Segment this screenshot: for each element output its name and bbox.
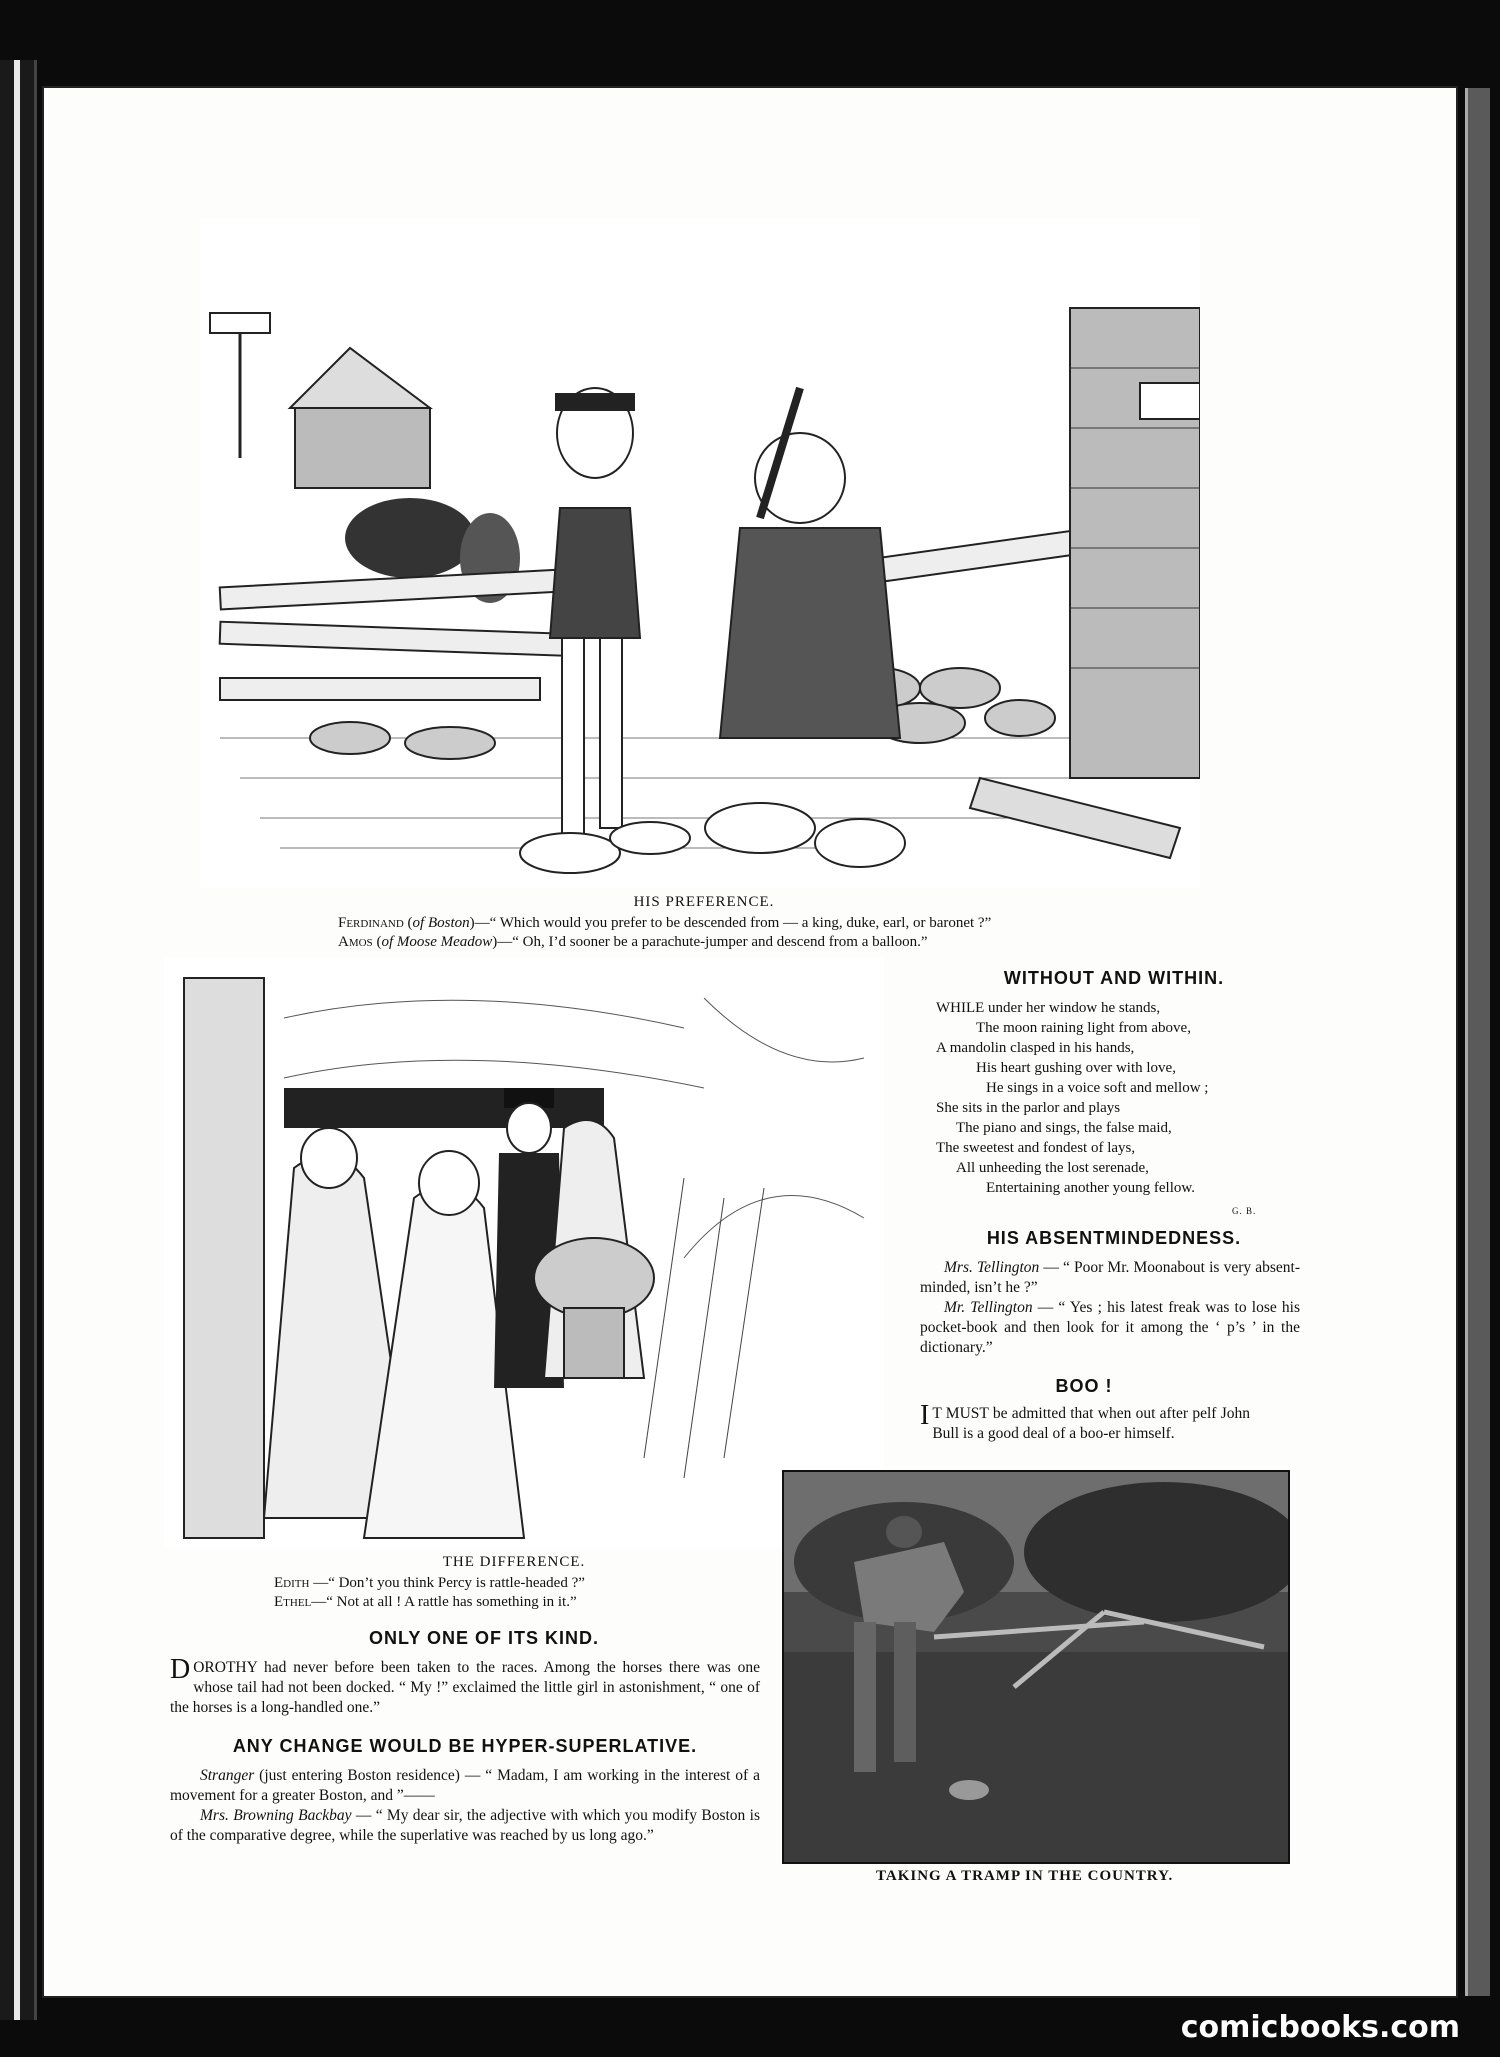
hyper-superlative-title: ANY CHANGE WOULD BE HYPER-SUPERLATIVE.: [232, 1736, 698, 1756]
difference-line-2-text: —“ Not at all ! A rattle has something in it.”: [311, 1594, 577, 1610]
speaker-edith: Edith: [274, 1575, 310, 1591]
origin-moose-meadow: of Moose Meadow: [381, 934, 493, 950]
poem-line: His heart gushing over with love,: [976, 1060, 1176, 1076]
boo-text: [920, 1400, 1250, 1444]
origin-boston: of Boston: [412, 915, 470, 931]
absentmindedness-text: [920, 1258, 1300, 1358]
hyper-superlative-text: [170, 1766, 760, 1846]
speaker-ferdinand: Ferdinand: [338, 915, 404, 931]
poem-line: She sits in the parlor and plays: [936, 1100, 1121, 1116]
poem-line: He sings in a voice soft and mellow ;: [986, 1080, 1209, 1096]
site-watermark: comicbooks.com: [1180, 2010, 1460, 2045]
poem-line: Entertaining another young fellow.: [986, 1180, 1195, 1196]
difference-illustration: [164, 958, 884, 1548]
boo-dropcap: I: [920, 1400, 930, 1431]
speaker-mrs-browning-backbay: Mrs. Browning Backbay: [200, 1807, 352, 1824]
only-one-dropcap: D: [170, 1654, 191, 1685]
only-one-body: OROTHY had never before been taken to the races. Among the horses there was one whose tail had not been docked. “ My !” exclaimed the little girl in astonishment, “ one of the horses is a long-handled one.”: [170, 1659, 760, 1716]
speaker-stranger: Stranger: [200, 1767, 255, 1784]
difference-line-2: [274, 1593, 577, 1612]
poem-line: A mandolin clasped in his hands,: [936, 1040, 1135, 1056]
magazine-page: [44, 88, 1456, 1996]
poem-line: The sweetest and fondest of lays,: [936, 1140, 1136, 1156]
without-within-poem: [936, 998, 1296, 1198]
preference-drawing: [200, 218, 1200, 888]
hyper-text-2: — “ My dear sir, the adjective with which you modify Boston is of the comparative degree, while the superlative was reached by us long ago.”: [170, 1807, 760, 1844]
preference-line-2-text: —“ Oh, I’d sooner be a parachute-jumper and descend from a balloon.”: [497, 934, 928, 950]
page-edge: [1465, 88, 1490, 1996]
speaker-mrs-tellington: Mrs. Tellington: [944, 1259, 1040, 1276]
tramp-caption: TAKING A TRAMP IN THE COUNTRY.: [876, 1868, 1174, 1884]
hyper-text-1: (just entering Boston residence) — “ Madam, I am working in the interest of a movement for a greater Boston, and ”——: [170, 1767, 760, 1804]
book-binding: [0, 60, 37, 2020]
only-one-title: ONLY ONE OF ITS KIND.: [368, 1628, 600, 1648]
poem-line: WHILE under her window he stands,: [936, 1000, 1161, 1016]
difference-line-1-text: —“ Don’t you think Percy is rattle-headed ?”: [309, 1575, 585, 1591]
boo-body: T MUST be admitted that when out after pelf John Bull is a good deal of a boo-er himself.: [932, 1405, 1250, 1442]
absentmindedness-title: HIS ABSENTMINDEDNESS.: [986, 1228, 1242, 1248]
without-within-title: WITHOUT AND WITHIN.: [1003, 968, 1225, 988]
poem-line: The moon raining light from above,: [976, 1020, 1191, 1036]
tramp-photo-image: [784, 1472, 1288, 1862]
preference-line-1: Ferdinand (of Boston)—“ Which would you prefer to be descended from — a king, duke, earl, or baronet ?”: [338, 915, 992, 931]
speaker-ethel: Ethel: [274, 1594, 312, 1610]
poem-initials: G. B.: [1232, 1206, 1257, 1216]
poem-line: The piano and sings, the false maid,: [956, 1120, 1172, 1136]
absentmindedness-text-1: — “ Poor Mr. Moonabout is very absent-minded, isn’t he ?”: [920, 1259, 1300, 1296]
difference-title: THE DIFFERENCE.: [442, 1554, 586, 1570]
preference-title: HIS PREFERENCE.: [633, 894, 775, 910]
tramp-photograph: [782, 1470, 1290, 1864]
absentmindedness-text-2: — “ Yes ; his latest freak was to lose his pocket-book and then look for it among the ‘ p’s ’ in the dictionary.”: [920, 1299, 1300, 1356]
difference-line-1: [274, 1574, 585, 1593]
difference-drawing: [164, 958, 884, 1548]
preference-illustration: [200, 218, 1200, 888]
only-one-text: [170, 1654, 760, 1718]
preference-line-1-text: —“ Which would you prefer to be descended from — a king, duke, earl, or baronet ?”: [474, 915, 992, 931]
speaker-amos: Amos: [338, 934, 373, 950]
preference-line-2: Amos (of Moose Meadow)—“ Oh, I’d sooner be a parachute-jumper and descend from a balloon.”: [338, 934, 928, 950]
speaker-mr-tellington: Mr. Tellington: [944, 1299, 1033, 1316]
poem-line: All unheeding the lost serenade,: [956, 1160, 1149, 1176]
boo-title: BOO !: [1055, 1376, 1113, 1396]
